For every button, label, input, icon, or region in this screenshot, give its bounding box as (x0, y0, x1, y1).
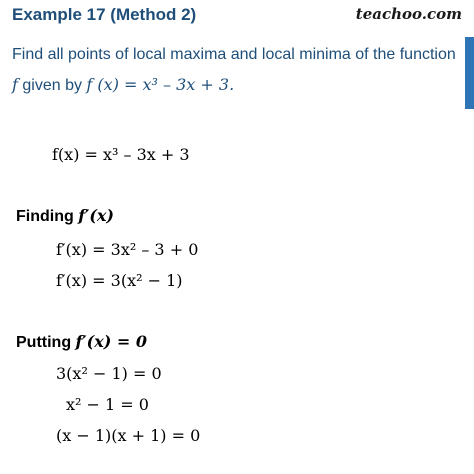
solve-step-1: 3(x² − 1) = 0 (56, 364, 162, 383)
question-line-1: Find all points of local maxima and local minima of the function (12, 46, 456, 63)
finding-heading (16, 206, 114, 226)
solve-step-2: x² − 1 = 0 (66, 395, 149, 414)
accent-bar (465, 37, 474, 109)
finding-heading-fn: f′(x) (78, 206, 114, 225)
function-definition: f(x) = x³ – 3x + 3 (52, 145, 190, 164)
finding-heading-label: Finding (16, 208, 74, 225)
teachoo-logo: teachoo.com (355, 5, 462, 23)
solve-step-3: (x − 1)(x + 1) = 0 (56, 426, 201, 445)
function-symbol: f (12, 75, 18, 94)
example-title: Example 17 (Method 2) (12, 5, 197, 24)
derivative-step-2: f′(x) = 3(x² − 1) (56, 271, 183, 290)
derivative-step-1: f′(x) = 3x² – 3 + 0 (56, 240, 199, 259)
question-line-2 (12, 75, 234, 95)
question-equation: f (x) = x³ – 3x + 3. (86, 75, 235, 94)
question-prefix: given by (22, 77, 82, 94)
putting-heading-label: Putting (16, 334, 72, 351)
putting-heading-fn: f′(x) = 0 (75, 332, 148, 351)
putting-heading (16, 332, 147, 352)
